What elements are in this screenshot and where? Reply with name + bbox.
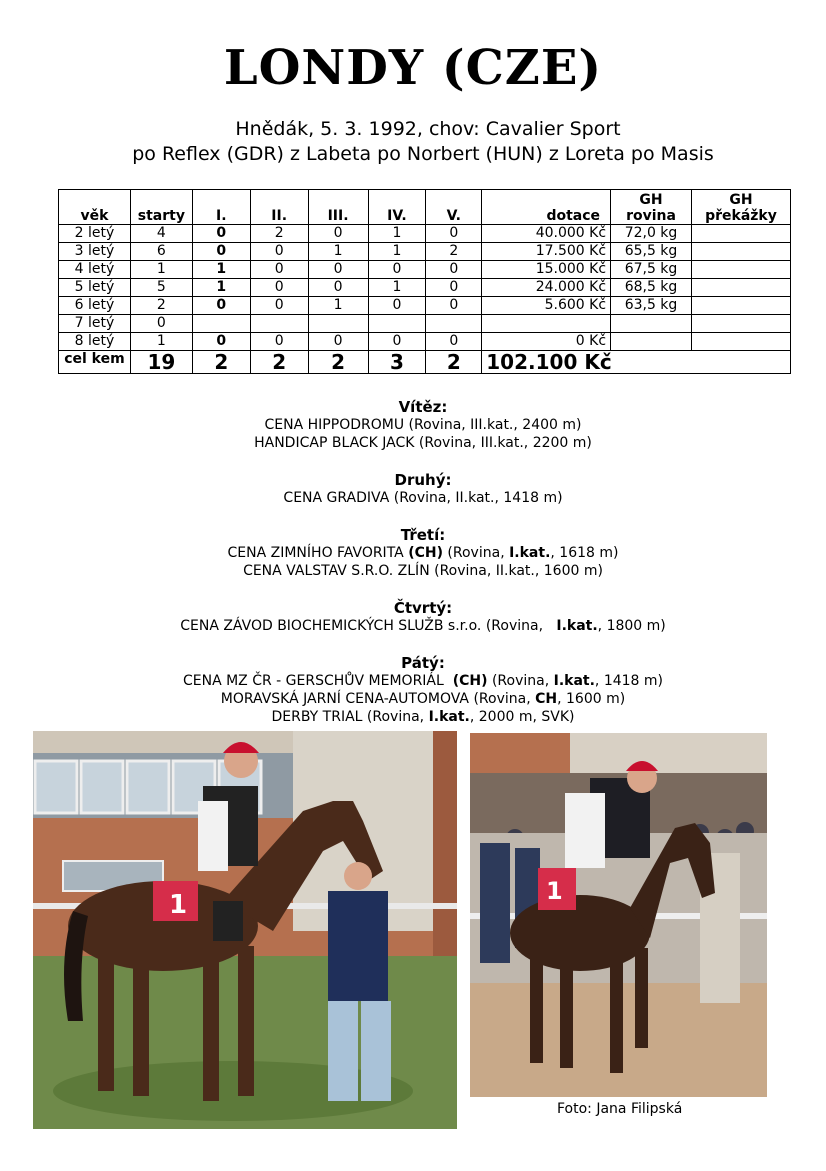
cell-gh-flat [611,333,692,351]
cell-gh-jump [691,333,790,351]
photo-credit: Foto: Jana Filipská [557,1101,683,1117]
winner-race: CENA HIPPODROMU (Rovina, III.kat., 2400 m) [264,417,582,433]
cell-fifth: 0 [426,261,482,279]
saddle-number: 1 [546,877,563,905]
cell-age: 8 letý [59,333,131,351]
fourth-heading: Čtvrtý: [393,599,453,617]
total-earnings: 102.100 Kč [482,351,791,374]
cell-age: 2 letý [59,225,131,243]
table-row [59,279,791,297]
cell-earnings: 5.600 Kč [482,297,611,315]
total-first: 2 [192,351,250,374]
table-row [59,261,791,279]
table-row [59,243,791,261]
cell-fifth [426,315,482,333]
third-race: CENA VALSTAV S.R.O. ZLÍN (Rovina, II.kat., 1600 m) [243,563,603,579]
cell-age: 5 letý [59,279,131,297]
cell-second: 0 [250,297,308,315]
total-fifth: 2 [426,351,482,374]
cell-third: 1 [308,297,368,315]
pedigree: po Reflex (GDR) z Labeta po Norbert (HUN) z Loreta po Masis [132,143,714,165]
cell-starts: 5 [130,279,192,297]
horse-photo-track [470,733,767,1097]
cell-earnings: 15.000 Kč [482,261,611,279]
cell-fourth: 1 [368,225,426,243]
cell-third [308,315,368,333]
race-statistics-table [58,189,791,374]
header-age: věk [59,190,131,225]
cell-gh-jump [691,297,790,315]
cell-gh-jump [691,243,790,261]
cell-starts: 0 [130,315,192,333]
fifth-race: DERBY TRIAL (Rovina, I.kat., 2000 m, SVK) [271,709,575,725]
cell-third: 0 [308,279,368,297]
cell-fourth: 0 [368,297,426,315]
race-results [0,398,826,726]
cell-fourth: 0 [368,261,426,279]
cell-second: 2 [250,225,308,243]
cell-fourth: 1 [368,279,426,297]
page-title: LONDY (CZE) [223,40,603,96]
cell-starts: 1 [130,261,192,279]
cell-starts: 2 [130,297,192,315]
cell-fifth: 0 [426,279,482,297]
second-heading: Druhý: [394,471,452,489]
total-second: 2 [250,351,308,374]
cell-second: 0 [250,333,308,351]
total-fourth: 3 [368,351,426,374]
header-second: II. [250,190,308,225]
horse-details: Hnědák, 5. 3. 1992, chov: Cavalier Sport [235,118,621,140]
horse-photo-paddock [33,731,457,1129]
cell-earnings: 24.000 Kč [482,279,611,297]
cell-starts: 4 [130,225,192,243]
cell-first: 1 [192,261,250,279]
fifth-race: MORAVSKÁ JARNÍ CENA-AUTOMOVA (Rovina, CH, 1600 m) [220,691,626,707]
cell-fifth: 0 [426,225,482,243]
fifth-heading: Pátý: [401,654,445,672]
header-third: III. [308,190,368,225]
track-scene [470,733,767,1097]
cell-age: 4 letý [59,261,131,279]
saddle-number: 1 [169,890,188,920]
table-row [59,225,791,243]
header-gh-jump: GH překážky [691,190,790,225]
cell-earnings [482,315,611,333]
cell-gh-flat: 68,5 kg [611,279,692,297]
total-third: 2 [308,351,368,374]
cell-earnings: 0 Kč [482,333,611,351]
cell-second: 0 [250,279,308,297]
cell-third: 0 [308,333,368,351]
table-row [59,315,791,333]
cell-starts: 1 [130,333,192,351]
cell-first: 0 [192,243,250,261]
cell-earnings: 17.500 Kč [482,243,611,261]
cell-first: 1 [192,279,250,297]
cell-gh-flat: 65,5 kg [611,243,692,261]
cell-second: 0 [250,261,308,279]
third-race: CENA ZIMNÍHO FAVORITA (CH) (Rovina, I.kat., 1618 m) [227,545,619,561]
winner-race: HANDICAP BLACK JACK (Rovina, III.kat., 2200 m) [254,435,592,451]
table-row [59,333,791,351]
cell-gh-jump [691,315,790,333]
cell-earnings: 40.000 Kč [482,225,611,243]
fifth-race: CENA MZ ČR - GERSCHŮV MEMORIÁL (CH) (Rovina, I.kat., 1418 m) [182,673,664,689]
paddock-scene [33,731,457,1129]
cell-third: 0 [308,225,368,243]
cell-third: 0 [308,261,368,279]
cell-first: 0 [192,297,250,315]
cell-fifth: 2 [426,243,482,261]
cell-fourth: 0 [368,333,426,351]
cell-first: 0 [192,225,250,243]
table-header-row [59,190,791,225]
header-fifth: V. [426,190,482,225]
table-row [59,297,791,315]
fourth-race: CENA ZÁVOD BIOCHEMICKÝCH SLUŽB s.r.o. (Rovina, I.kat., 1800 m) [180,618,666,634]
total-starts: 19 [130,351,192,374]
third-heading: Třetí: [400,526,446,544]
second-race: CENA GRADIVA (Rovina, II.kat., 1418 m) [283,490,563,506]
cell-starts: 6 [130,243,192,261]
cell-gh-flat: 72,0 kg [611,225,692,243]
header-starts: starty [130,190,192,225]
cell-first [192,315,250,333]
cell-gh-flat: 63,5 kg [611,297,692,315]
header-gh-flat: GH rovina [611,190,692,225]
cell-age: 3 letý [59,243,131,261]
cell-fourth [368,315,426,333]
total-label: cel kem [59,351,131,374]
cell-second: 0 [250,243,308,261]
header-earnings: dotace [482,190,611,225]
cell-age: 7 letý [59,315,131,333]
header-fourth: IV. [368,190,426,225]
cell-fifth: 0 [426,333,482,351]
cell-second [250,315,308,333]
header-first: I. [192,190,250,225]
cell-gh-jump [691,225,790,243]
cell-gh-jump [691,279,790,297]
table-total-row [59,351,791,374]
cell-gh-jump [691,261,790,279]
cell-fourth: 1 [368,243,426,261]
cell-fifth: 0 [426,297,482,315]
cell-first: 0 [192,333,250,351]
cell-third: 1 [308,243,368,261]
cell-gh-flat [611,315,692,333]
cell-gh-flat: 67,5 kg [611,261,692,279]
winner-heading: Vítěz: [398,398,448,416]
cell-age: 6 letý [59,297,131,315]
